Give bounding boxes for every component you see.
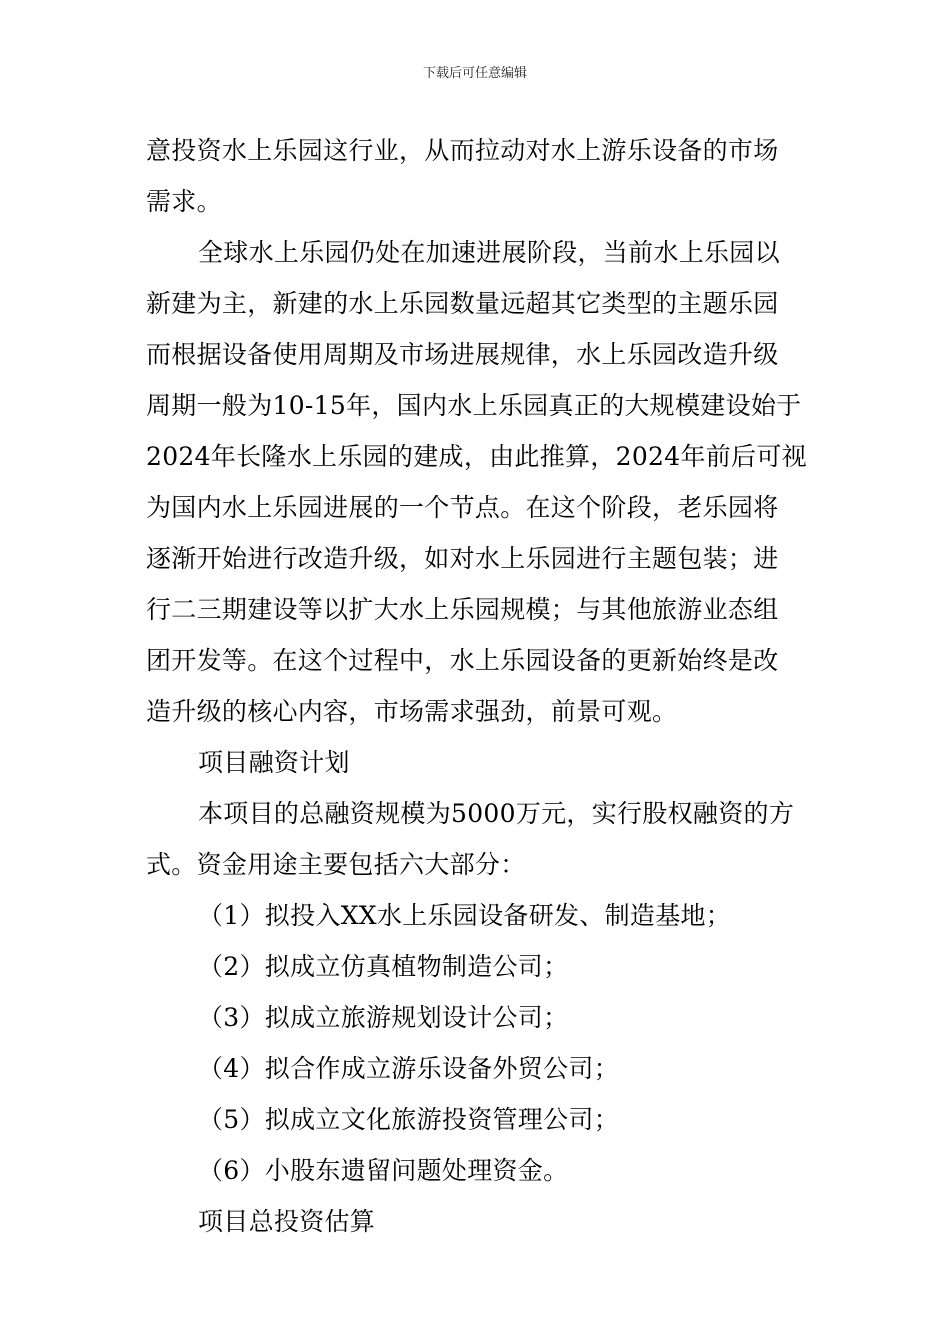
- document-body: [146, 125, 806, 1247]
- text-line: 行二三期建设等以扩大水上乐园规模；与其他旅游业态组: [146, 595, 779, 624]
- text-line: 新建为主，新建的水上乐园数量远超其它类型的主题乐园: [146, 289, 779, 318]
- list-item: （5）拟成立文化旅游投资管理公司；: [198, 1105, 620, 1134]
- text-line: 式。资金用途主要包括六大部分：: [146, 850, 526, 879]
- section-heading: 项目总投资估算: [198, 1207, 376, 1236]
- list-item: （3）拟成立旅游规划设计公司；: [198, 1003, 569, 1032]
- text-line: 2024年长隆水上乐园的建成，由此推算，2024年前后可视: [146, 442, 807, 471]
- list-item: （2）拟成立仿真植物制造公司；: [198, 952, 569, 981]
- text-line: 而根据设备使用周期及市场进展规律，水上乐园改造升级: [146, 340, 779, 369]
- list-item: （1）拟投入XX水上乐园设备研发、制造基地；: [198, 901, 732, 930]
- text-line: 逐渐开始进行改造升级，如对水上乐园进行主题包装；进: [146, 544, 779, 573]
- text-line: 周期一般为10-15年，国内水上乐园真正的大规模建设始于: [146, 391, 802, 420]
- text-line: 意投资水上乐园这行业，从而拉动对水上游乐设备的市场: [146, 136, 779, 165]
- text-line: 为国内水上乐园进展的一个节点。在这个阶段，老乐园将: [146, 493, 779, 522]
- text-line: 团开发等。在这个过程中，水上乐园设备的更新始终是改: [146, 646, 779, 675]
- paragraph-start: 本项目的总融资规模为5000万元，实行股权融资的方: [198, 799, 795, 828]
- list-item: （4）拟合作成立游乐设备外贸公司；: [198, 1054, 620, 1083]
- section-heading: 项目融资计划: [198, 748, 350, 777]
- page-header: 下载后可任意编辑: [422, 66, 527, 81]
- paragraph-start: 全球水上乐园仍处在加速进展阶段，当前水上乐园以: [198, 238, 780, 267]
- text-line: 需求。: [146, 187, 222, 216]
- list-item: （6）小股东遗留问题处理资金。: [198, 1156, 569, 1185]
- text-line: 造升级的核心内容，市场需求强劲，前景可观。: [146, 697, 678, 726]
